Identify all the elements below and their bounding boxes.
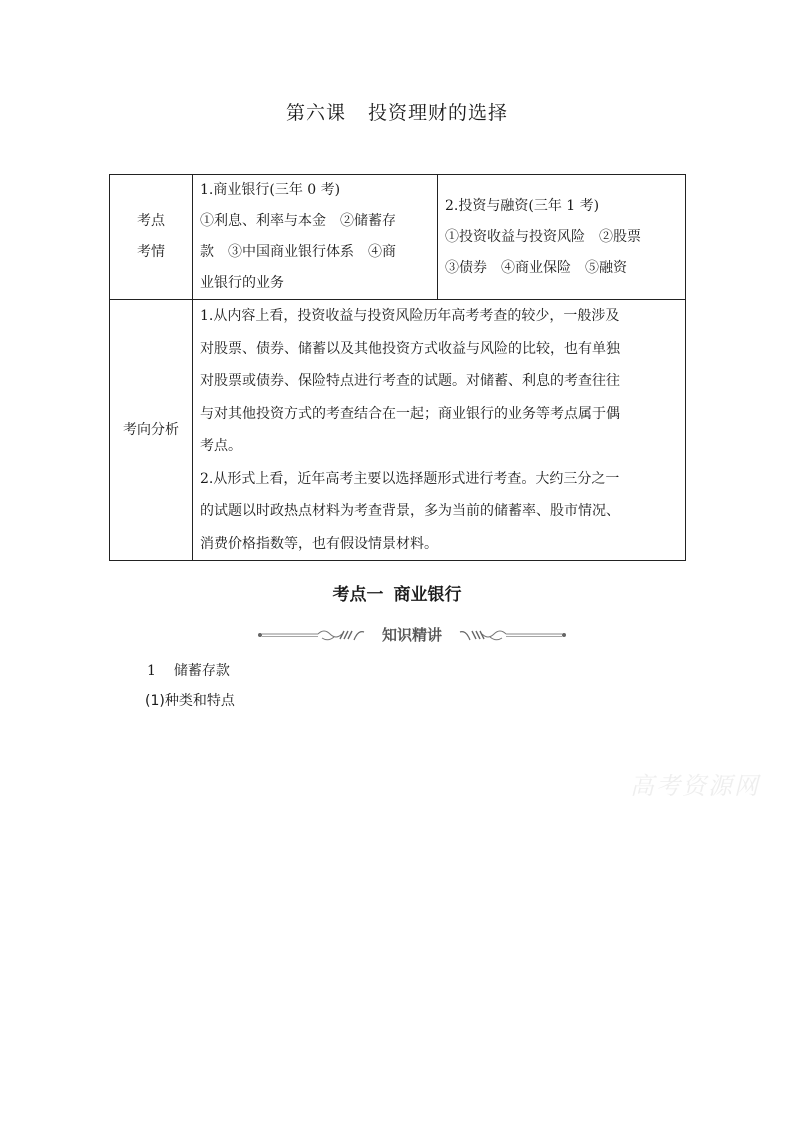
watermark: 高考资源网 xyxy=(630,772,760,800)
analysis-line: 与对其他投资方式的考查结合在一起；商业银行的业务等考点属于偶 xyxy=(200,405,620,422)
cell-line: 业银行的业务 xyxy=(200,275,284,291)
table-row xyxy=(110,300,686,561)
cell-bank-topics xyxy=(193,175,438,300)
cell-line: 款 ③中国商业银行体系 ④商 xyxy=(200,244,396,260)
cell-analysis xyxy=(193,300,686,561)
section-number: 考点一 xyxy=(332,585,384,605)
analysis-line: 2.从形式上看，近年高考主要以选择题形式进行考查。大约三分之一 xyxy=(200,470,620,487)
paragraph-types: (1)种类和特点 xyxy=(145,693,235,709)
cell-line: ①利息、利率与本金 ②储蓄存 xyxy=(200,213,396,229)
exam-info-table xyxy=(109,174,686,561)
cell-line: ①投资收益与投资风险 ②股票 xyxy=(445,228,641,245)
row-label-analysis: 考向分析 xyxy=(110,300,193,561)
row-label-line: 考情 xyxy=(137,244,165,260)
knowledge-banner xyxy=(256,622,568,648)
row-label-line: 考点 xyxy=(137,213,165,229)
row-label-kaodian xyxy=(110,175,193,300)
section-heading xyxy=(0,580,794,605)
banner-label: 知识精讲 xyxy=(381,626,442,644)
analysis-line: 对股票或债券、保险特点进行考查的试题。对储蓄、利息的考查往往 xyxy=(200,373,620,389)
analysis-line: 对股票、债券、储蓄以及其他投资方式收益与风险的比较，也有单独 xyxy=(200,340,620,357)
paragraph-text: 储蓄存款 xyxy=(173,663,230,679)
analysis-line: 1.从内容上看，投资收益与投资风险历年高考考查的较少，一般涉及 xyxy=(200,308,620,324)
section-topic: 商业银行 xyxy=(393,585,462,605)
title-lesson: 第六课 xyxy=(285,102,346,124)
cell-heading: 2.投资与融资(三年 1 考) xyxy=(445,197,600,214)
analysis-line: 的试题以时政热点材料为考查背景，多为当前的储蓄率、股市情况、 xyxy=(200,503,620,519)
paragraph-number: 1 xyxy=(147,663,156,679)
cell-line: ③债券 ④商业保险 ⑤融资 xyxy=(445,259,627,276)
page-title xyxy=(0,98,794,125)
cell-investment-topics xyxy=(438,175,686,300)
analysis-line: 考点。 xyxy=(200,438,242,454)
table-row xyxy=(110,175,686,300)
cell-heading: 1.商业银行(三年 0 考) xyxy=(200,182,341,198)
title-topic: 投资理财的选择 xyxy=(368,102,509,124)
analysis-line: 消费价格指数等，也有假设情景材料。 xyxy=(200,535,438,552)
paragraph-savings xyxy=(147,660,230,680)
